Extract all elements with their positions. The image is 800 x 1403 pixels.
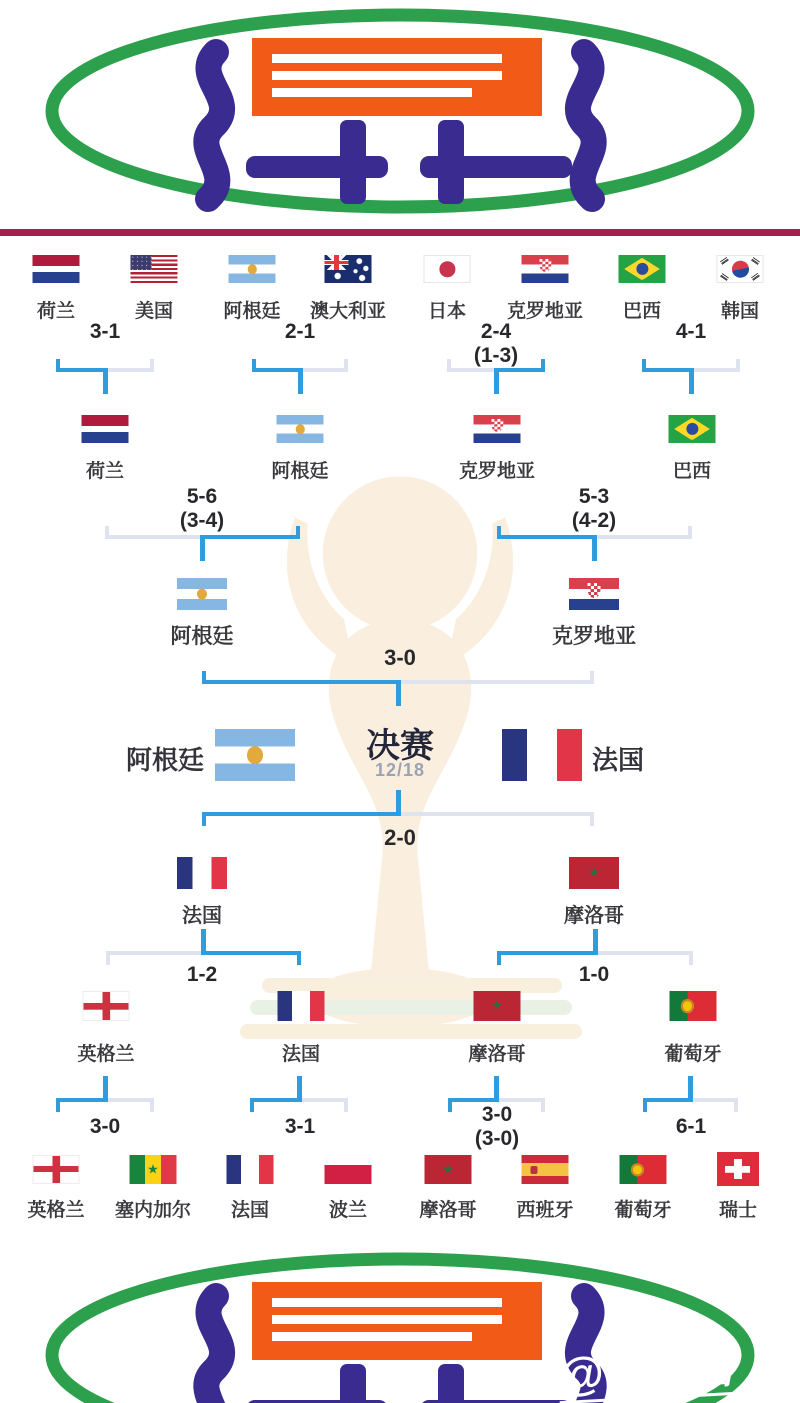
australia-flag: [325, 255, 372, 283]
final-team-left-label: 阿根廷: [125, 745, 204, 775]
team-label: 克罗地亚: [506, 301, 584, 322]
netherlands-flag: [33, 255, 80, 283]
team-label: 荷兰: [36, 301, 76, 322]
team-label: 澳大利亚: [309, 301, 387, 322]
team-label: 克罗地亚: [552, 625, 636, 648]
match-score: 3-1: [89, 320, 121, 343]
team-label: 瑞士: [718, 1200, 758, 1221]
brazil-flag: [619, 255, 666, 283]
france-flag: [502, 729, 582, 781]
portugal-flag: [620, 1155, 667, 1184]
team-label: 英格兰: [77, 1044, 135, 1065]
portugal-flag: [670, 991, 717, 1021]
team-label: 葡萄牙: [614, 1200, 672, 1221]
final-date: 12/18: [374, 760, 426, 780]
south-korea-flag: [717, 255, 764, 283]
netherlands-flag: [82, 415, 129, 443]
senegal-flag: ★: [130, 1155, 177, 1184]
match-score: 4-1: [675, 320, 707, 343]
team-label: 美国: [134, 301, 174, 322]
argentina-flag: [177, 578, 227, 610]
morocco-flag: ★: [425, 1155, 472, 1184]
team-label: 荷兰: [85, 461, 125, 482]
penalty-score: (3-0): [474, 1127, 520, 1150]
spain-flag: [522, 1155, 569, 1184]
brazil-flag: [669, 415, 716, 443]
switzerland-flag: [717, 1152, 759, 1186]
match-score: 5-6: [186, 485, 218, 508]
team-label: 摩洛哥: [564, 905, 624, 927]
england-flag: [33, 1155, 80, 1184]
croatia-flag: [474, 415, 521, 443]
england-flag: [83, 991, 130, 1021]
team-label: 法国: [281, 1044, 321, 1065]
team-label: 法国: [230, 1200, 270, 1221]
match-score: 3-0: [481, 1103, 513, 1126]
final-title: 决赛: [366, 727, 434, 765]
argentina-flag: [229, 255, 276, 283]
team-label: 阿根廷: [223, 301, 281, 322]
team-label: 法国: [182, 905, 222, 927]
match-score: 1-2: [186, 963, 218, 986]
match-score: 3-1: [284, 1115, 316, 1138]
match-score: 2-4: [480, 320, 512, 343]
author-watermark: @球诸: [556, 1338, 757, 1402]
poland-flag: [325, 1155, 372, 1184]
argentina-flag: [215, 729, 295, 781]
match-score: 5-3: [578, 485, 610, 508]
penalty-score: (1-3): [473, 344, 519, 367]
team-label: 阿根廷: [271, 461, 329, 482]
france-flag: [177, 857, 227, 889]
match-score: 2-0: [384, 825, 416, 850]
team-label: 日本: [427, 301, 467, 322]
match-score: 6-1: [675, 1115, 707, 1138]
france-flag: [227, 1155, 274, 1184]
croatia-flag: [569, 578, 619, 610]
match-score: 2-1: [284, 320, 316, 343]
team-label: 西班牙: [516, 1200, 574, 1221]
team-label: 摩洛哥: [419, 1200, 477, 1221]
team-label: 韩国: [720, 301, 760, 322]
header-divider: [0, 229, 800, 236]
final-team-right-label: 法国: [592, 745, 645, 775]
team-label: 葡萄牙: [664, 1044, 722, 1065]
trophy-base-band: [240, 1024, 582, 1039]
penalty-score: (4-2): [571, 509, 617, 532]
penalty-score: (3-4): [179, 509, 225, 532]
team-label: 摩洛哥: [468, 1044, 526, 1065]
team-label: 巴西: [672, 461, 712, 482]
morocco-flag: ★: [474, 991, 521, 1021]
argentina-flag: [277, 415, 324, 443]
team-label: 波兰: [328, 1200, 368, 1221]
team-label: 阿根廷: [170, 625, 234, 648]
team-label: 英格兰: [27, 1200, 85, 1221]
france-flag: [278, 991, 325, 1021]
match-score: 1-0: [578, 963, 610, 986]
brand-logo-top: [40, 8, 760, 214]
match-score: 3-0: [384, 645, 416, 670]
japan-flag: [424, 255, 471, 283]
team-label: 克罗地亚: [458, 461, 536, 482]
croatia-flag: [522, 255, 569, 283]
team-label: 塞内加尔: [114, 1200, 192, 1221]
match-score: 3-0: [89, 1115, 121, 1138]
usa-flag: [131, 255, 178, 283]
team-label: 巴西: [622, 301, 662, 322]
morocco-flag: ★: [569, 857, 619, 889]
